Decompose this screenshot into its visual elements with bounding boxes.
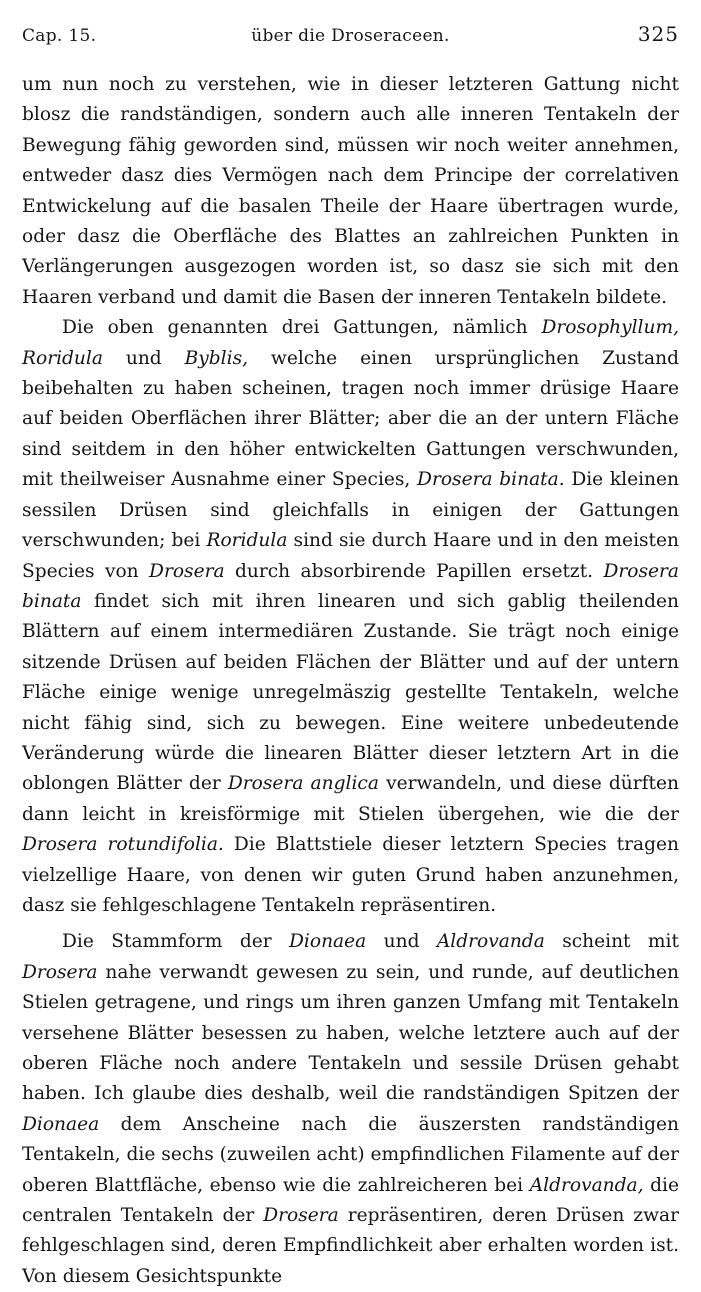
italic-term: Dionaea: [289, 931, 367, 953]
text-run: nahe verwandt gewesen zu sein, und runde, auf deutlichen Stielen getragene, und rings um ihren ganzen Umfang mit Tentakeln versehene Blätter besessen zu haben, welche letztere auch auf der oberen Fläche noch andere Tentakeln und sessile Drüsen gehabt haben. Ich glaube dies deshalb, weil die randständigen Spitzen der: [22, 961, 679, 1105]
italic-term: Drosera: [263, 1205, 339, 1227]
text-run: sind sie durch Haare und in den meisten Species von: [22, 530, 680, 582]
text-run: scheint mit: [544, 931, 679, 953]
text-run: und: [102, 347, 185, 369]
italic-term: Drosophyllum,: [541, 317, 679, 339]
italic-term: Drosera: [149, 560, 225, 582]
italic-term: Drosera: [22, 961, 98, 983]
text-run: welche einen ursprünglichen Zustand beibehalten zu haben scheinen, tragen noch immer drüsige Haare auf beiden Oberflächen ihrer Blätter; aber die an der untern Fläche sind seitdem in den höher entwickelten Gattungen verschwunden, mit theilweiser Ausnahme einer Species,: [22, 347, 679, 491]
text-run: findet sich mit ihren linearen und sich gablig theilenden Blättern auf einem intermediären Zustande. Sie trägt noch einige sitzende Drüsen auf beiden Flächen der Blätter und auf der untern Fläche einige wenige unregelmäszig gestellte Tentakeln, welche nicht fähig sind, sich zu bewegen. Eine weitere unbedeutende Veränderung würde die linearen Blätter dieser letztern Art in die oblongen Blätter der: [22, 590, 679, 795]
text-run: um nun noch zu verstehen, wie in dieser letzteren Gattung nicht blosz die randständigen, sondern auch alle inneren Tentakeln der Bewegung fähig geworden sind, müssen wir noch weiter annehmen, entweder dasz dies Vermögen nach dem Principe der correlativen Entwickelung auf die basalen Theile der Haare übertragen wurde, oder dasz die Oberfläche des Blattes an zahlreichen Punkten in Verlängerungen ausgezogen worden ist, so dasz sie sich mit den Haaren verband und damit die Basen der inneren Tentakeln bildete.: [22, 74, 679, 308]
text-run: die centralen Tentakeln der: [22, 1174, 680, 1227]
text-run: durch absorbirende Papillen ersetzt.: [224, 560, 604, 582]
italic-term: Drosera rotundifolia.: [22, 834, 224, 856]
italic-term: Dionaea: [22, 1113, 100, 1135]
italic-term: Aldrovanda,: [529, 1174, 644, 1196]
text-run: und: [366, 931, 437, 953]
running-title: über die Droseraceen.: [251, 26, 450, 46]
text-run: Die kleinen sessilen Drüsen sind gleichfalls in einigen der Gattungen verschwunden; bei: [22, 469, 679, 552]
text-run: verwandeln, und diese dürften dann leicht in kreisförmige mit Stielen übergehen, wie die der: [22, 773, 680, 825]
running-head: [22, 22, 679, 48]
text-run: Die oben genannten drei Gattungen, nämlich: [62, 317, 542, 339]
chapter-label: Cap. 15.: [22, 26, 97, 46]
italic-term: Drosera anglica: [227, 773, 379, 795]
body-text: [22, 70, 679, 1292]
italic-term: Aldrovanda: [436, 931, 545, 953]
text-run: repräsentiren, deren Drüsen zwar fehlgeschlagen sind, deren Empfindlichkeit aber erhalten worden ist. Von diesem Gesichtspunkte: [22, 1205, 679, 1287]
italic-term: Drosera binata.: [417, 469, 565, 491]
text-run: dem Anscheine nach die äuszersten randständigen Tentakeln, die sechs (zuweilen acht) empfindlichen Filamente auf der oberen Blattfläche, ebenso wie die zahlreicheren bei: [22, 1113, 680, 1196]
italic-term: Roridula: [206, 530, 288, 552]
italic-term: Drosera binata: [22, 560, 680, 612]
paragraph: [22, 927, 679, 1292]
paragraph: [22, 70, 679, 313]
text-run: Die Stammform der: [62, 931, 290, 953]
text-run: Die Blattstiele dieser letztern Species tragen vielzellige Haare, von denen wir guten Grund haben anzunehmen, dasz sie fehlgeschlagene Tentakeln repräsentiren.: [22, 834, 679, 916]
page-number: 325: [637, 22, 679, 46]
italic-term: Byblis,: [184, 347, 249, 369]
italic-term: Roridula: [22, 347, 103, 369]
paragraph: [22, 313, 679, 921]
